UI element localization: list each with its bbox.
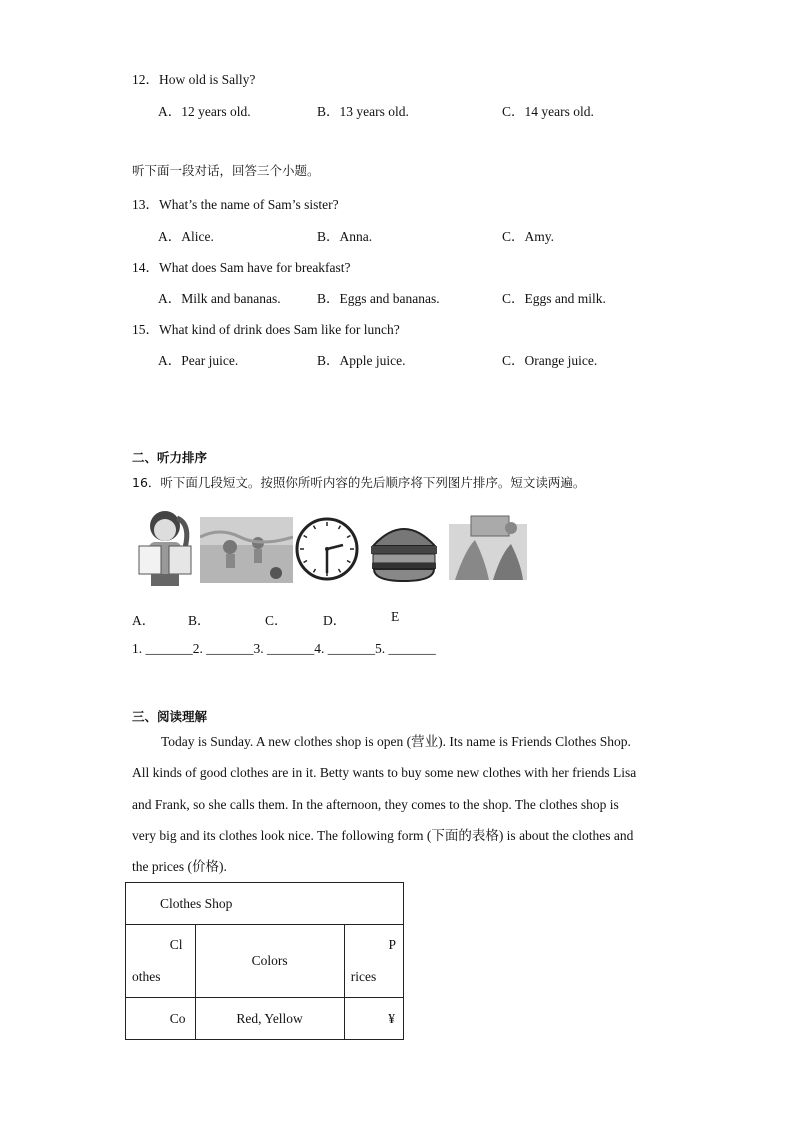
option-b: B．Anna. [317,229,373,244]
passage-line: and Frank, so she calls them. In the afternoon, they comes to the shop. The clothes shop is [132,796,619,812]
passage-line: very big and its clothes look nice. The following form (下面的表格) is about the clothes and [132,827,634,843]
question-15 [132,318,400,338]
question-12 [132,68,255,88]
question-number: 13． [132,197,159,212]
option-a: A．Pear juice. [158,353,239,368]
table-title: Clothes Shop [126,883,404,925]
option-b: B．Apple juice. [317,353,406,368]
option-a: A．Alice. [158,229,214,244]
table-cell: ¥ [344,998,403,1040]
picture-label-a: A． [132,613,156,628]
clothes-shop-table [125,882,404,1040]
option-c: C．Eggs and milk. [502,291,606,306]
hamburger-picture [369,514,439,584]
passage-line: Today is Sunday. A new clothes shop is open (营业). Its name is Friends Clothes Shop. [161,734,631,749]
clock-picture [295,517,359,581]
picture-label-d: D． [323,613,347,628]
option-c: C．Amy. [502,229,555,244]
question-16: 16．听下面几段短文。按照你所听内容的先后顺序将下列图片排序。短文读两遍。 [132,475,586,490]
kids-playing-picture [200,517,293,583]
option-a: A．12 years old. [158,104,251,119]
picture-label-e: E [391,609,400,624]
option-c: C．14 years old. [502,104,594,119]
section-title: 三、阅读理解 [132,709,208,724]
question-text: What does Sam have for breakfast? [159,260,351,275]
header-colors: Colors [195,925,344,998]
girl-reading-picture [133,508,195,588]
option-b: B．Eggs and bananas. [317,291,440,306]
passage-line: All kinds of good clothes are in it. Betty wants to buy some new clothes with her friends Lisa [132,765,637,781]
question-number: 12． [132,72,159,87]
header-prices: P rices [344,925,403,998]
question-13 [132,193,339,213]
dialog-instruction: 听下面一段对话，回答三个小题。 [132,163,320,178]
section-title: 二、听力排序 [132,450,208,465]
question-14 [132,256,351,276]
table-cell: Co [126,998,196,1040]
question-number: 15． [132,322,159,337]
reading-passage [132,726,662,882]
option-a: A．Milk and bananas. [158,291,281,306]
picture-label-b: B． [188,613,211,628]
answer-blanks: 1. _______2. _______3. _______4. _______5. _______ [132,641,436,656]
question-text: How old is Sally? [159,72,256,87]
header-clothes: Cl othes [126,925,196,998]
question-text: What’s the name of Sam’s sister? [159,197,339,212]
festival-picture [449,514,527,580]
option-b: B．13 years old. [317,104,409,119]
question-text: What kind of drink does Sam like for lunch? [159,322,400,337]
passage-line: the prices (价格). [132,859,227,875]
question-number: 14． [132,260,159,275]
option-c: C．Orange juice. [502,353,598,368]
picture-label-c: C． [265,613,288,628]
table-cell: Red, Yellow [195,998,344,1040]
